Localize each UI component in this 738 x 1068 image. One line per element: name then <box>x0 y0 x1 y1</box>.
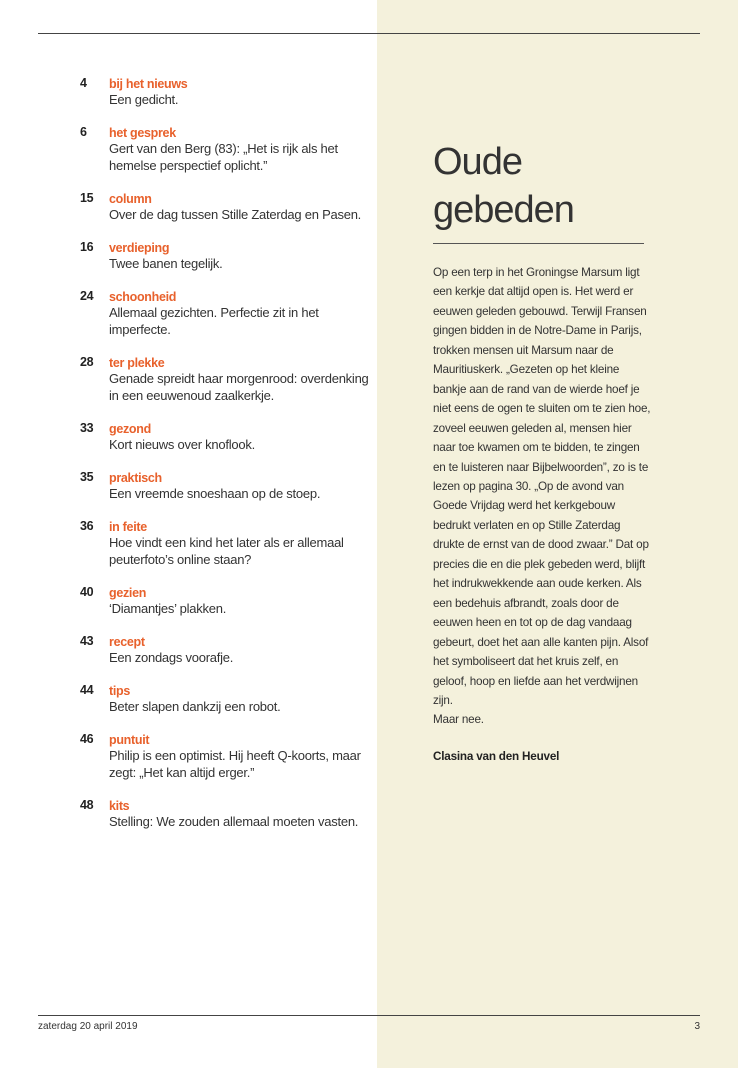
toc-section-title: in feite <box>109 519 147 534</box>
toc-item[interactable] <box>80 585 370 618</box>
toc-page-number: 28 <box>80 354 94 369</box>
toc-page-number: 33 <box>80 420 94 435</box>
toc-section-title: ter plekke <box>109 355 165 370</box>
toc-item[interactable] <box>80 191 370 224</box>
toc-page-number: 36 <box>80 518 94 533</box>
toc-description: Hoe vindt een kind het later als er allemaal peuterfoto’s online staan? <box>109 534 344 567</box>
toc-description: Een vreemde snoeshaan op de stoep. <box>109 485 321 501</box>
toc-item[interactable] <box>80 634 370 667</box>
toc-item[interactable] <box>80 125 370 174</box>
toc-section-title: verdieping <box>109 240 170 255</box>
toc-section-title: schoonheid <box>109 290 177 305</box>
footer-date: zaterdag 20 april 2019 <box>38 1021 138 1032</box>
toc-page-number: 44 <box>80 682 94 697</box>
toc-description: Stelling: We zouden allemaal moeten vasten. <box>109 813 359 829</box>
toc-section-title: column <box>109 191 152 206</box>
toc-description: ‘Diamantjes’ plakken. <box>109 600 227 616</box>
toc-description: Allemaal gezichten. Perfectie zit in het imperfecte. <box>109 305 319 337</box>
toc-section-title: praktisch <box>109 470 162 485</box>
editorial-title: Oude gebeden <box>433 141 574 231</box>
toc-item[interactable] <box>80 683 370 716</box>
toc-page-number: 24 <box>80 289 94 304</box>
page-number: 3 <box>694 1021 700 1032</box>
toc-page-number: 16 <box>80 239 94 254</box>
toc-description: Twee banen tegelijk. <box>109 255 223 271</box>
toc-section-title: gezond <box>109 421 151 436</box>
top-divider <box>38 33 700 34</box>
toc-description: Over de dag tussen Stille Zaterdag en Pasen. <box>109 206 362 222</box>
toc-description: Philip is een optimist. Hij heeft Q-koorts, maar zegt: „Het kan altijd erger.” <box>109 747 361 780</box>
toc-page-number: 46 <box>80 731 94 746</box>
toc-description: Een zondags voorafje. <box>109 649 234 665</box>
toc-page-number: 6 <box>80 125 87 140</box>
toc-page-number: 15 <box>80 190 94 205</box>
toc-description: Beter slapen dankzij een robot. <box>109 698 281 714</box>
toc-page-number: 40 <box>80 584 94 599</box>
toc-description: Genade spreidt haar morgenrood: overdenking in een eeuwenoud zaalkerkje. <box>109 370 369 403</box>
editorial-author: Clasina van den Heuvel <box>433 749 560 763</box>
toc-item[interactable] <box>80 519 370 568</box>
toc-page-number: 48 <box>80 797 94 812</box>
toc-section-title: bij het nieuws <box>109 77 188 91</box>
toc-item[interactable] <box>80 355 370 404</box>
toc-section-title: tips <box>109 683 131 698</box>
toc-item[interactable] <box>80 470 370 503</box>
toc-section-title: het gesprek <box>109 126 176 141</box>
bottom-divider <box>38 1015 700 1016</box>
editorial-body: Op een terp in het Groningse Marsum ligt een kerkje dat altijd open is. Het werd er eeuwen geleden gebouwd. Terwijl Fransen gingen bidden in de Notre-Dame in Parijs, trokken mensen uit Marsum naar de Mauritiuskerk. „Gezeten op het kleine bankje aan de rand van de wierde hoef je niet eens de ogen te sluiten om te zien hoe, zoveel eeuwen geleden al, mensen hier naar toe kwamen om te bidden, te zingen en te luisteren naar Bijbelwoorden”, zo is te lezen op pagina 30. „Op de avond van Goede Vrijdag werd het kerkgebouw bedrukt verlaten en op Stille Zaterdag drukte de ernst van de dood zwaar.” Dat op precies die en die plek gebeden werd, blijft het indrukwekkende aan oude kerken. Als een bedehuis afbrandt, zoals door de eeuwen heen en tot op de dag vandaag gebeurt, doet het aan alle kanten pijn. Alsof het symboliseert dat het kruis zelf, en geloof, hoop en liefde aan het verdwijnen zijn. Maar nee. <box>433 266 651 727</box>
toc-section-title: gezien <box>109 585 147 600</box>
title-divider <box>433 243 644 244</box>
toc-section-title: puntuit <box>109 732 150 747</box>
toc-section-title: kits <box>109 798 130 813</box>
toc-item[interactable] <box>80 421 370 454</box>
toc-item[interactable] <box>80 289 370 338</box>
toc-description: Een gedicht. <box>109 92 179 107</box>
editorial-column <box>433 138 653 763</box>
toc-item[interactable] <box>80 240 370 273</box>
toc-page-number: 43 <box>80 633 94 648</box>
toc-item[interactable] <box>80 76 370 109</box>
toc-description: Gert van den Berg (83): „Het is rijk als het hemelse perspectief oplicht.” <box>109 141 338 173</box>
toc-description: Kort nieuws over knoflook. <box>109 436 255 452</box>
toc-section-title: recept <box>109 634 145 649</box>
toc-item[interactable] <box>80 732 370 781</box>
toc-item[interactable] <box>80 798 370 831</box>
toc-page-number: 4 <box>80 76 87 90</box>
toc-page-number: 35 <box>80 469 94 484</box>
table-of-contents <box>80 76 370 847</box>
